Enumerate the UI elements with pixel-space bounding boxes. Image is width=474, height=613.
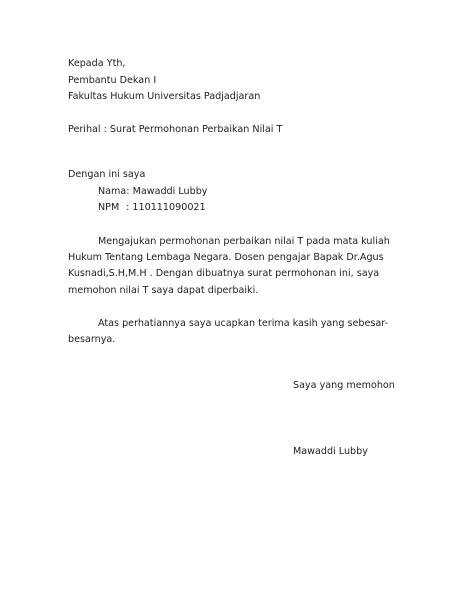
recipient-line-2: Pembantu Dekan I [68,75,157,86]
body-paragraph-line-1: Mengajukan permohonan perbaikan nilai T pada mata kuliah [98,236,390,247]
body-paragraph-line-4: memohon nilai T saya dapat diperbaiki. [68,285,259,296]
recipient-line-1: Kepada Yth, [68,58,126,69]
name-separator: : [126,186,133,197]
closing-paragraph-line-2: besarnya. [68,334,116,345]
identity-name-row [98,186,207,198]
opening-line: Dengan ini saya [68,169,146,180]
signer-name: Mawaddi Lubby [293,446,368,457]
npm-separator: : [120,202,133,213]
body-paragraph-line-2: Hukum Tentang Lembaga Negara. Dosen pengajar Bapak Dr.Agus [68,252,384,263]
subject-line: Perihal : Surat Permohonan Perbaikan Nilai T [68,124,283,135]
name-label: Nama [98,186,127,197]
closing-paragraph-line-1: Atas perhatiannya saya ucapkan terima kasih yang sebesar- [98,318,389,329]
body-paragraph-line-3: Kusnadi,S.H,M.H . Dengan dibuatnya surat permohonan ini, saya [68,268,380,279]
identity-npm-row [98,202,206,214]
recipient-line-3: Fakultas Hukum Universitas Padjadjaran [68,91,261,102]
signoff-line: Saya yang memohon [293,380,395,391]
npm-value: 110111090021 [132,202,206,213]
name-value: Mawaddi Lubby [132,186,208,197]
npm-label: NPM [98,202,120,213]
